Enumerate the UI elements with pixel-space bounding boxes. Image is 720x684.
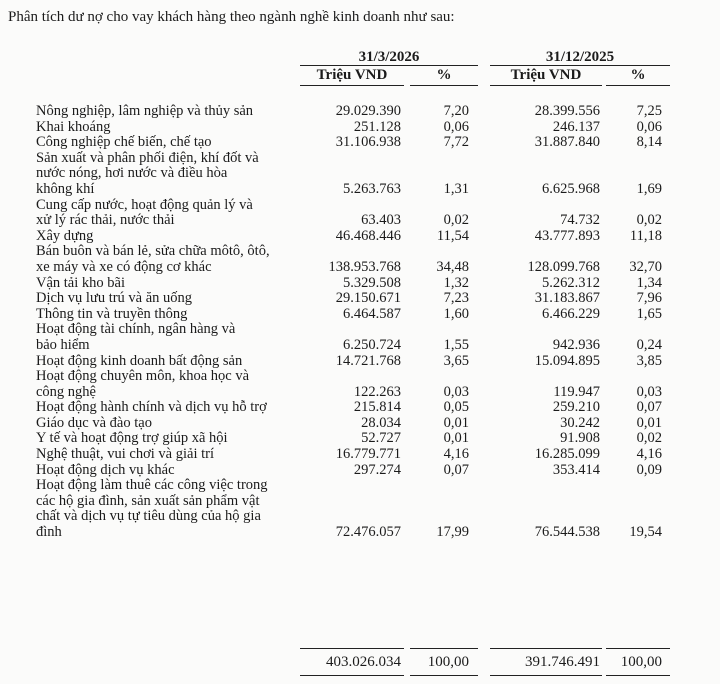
period-header-1: 31/3/2026	[358, 49, 420, 65]
table-row	[0, 447, 720, 463]
column-header-percent-1: %	[436, 67, 452, 83]
cell-amount-2: 91.908	[560, 430, 600, 447]
cell-percent-2: 8,14	[636, 134, 662, 151]
row-label	[36, 369, 286, 400]
cell-amount-1: 6.250.724	[343, 336, 401, 353]
row-label-line: Hoạt động dịch vụ khác	[36, 461, 175, 478]
cell-percent-1: 7,72	[443, 134, 469, 151]
table-row	[0, 198, 720, 229]
cell-amount-1: 14.721.768	[335, 352, 401, 369]
cell-amount-2: 76.544.538	[534, 524, 600, 541]
cell-percent-1: 1,60	[443, 305, 469, 322]
table-row	[0, 322, 720, 353]
row-label-line: Giáo dục và đào tạo	[36, 414, 152, 431]
cell-percent-1: 1,32	[443, 274, 469, 291]
cell-percent-1: 7,20	[443, 103, 469, 119]
row-label	[36, 104, 286, 120]
cell-amount-2: 942.936	[552, 336, 600, 353]
bottom-rule-4	[606, 675, 670, 676]
cell-percent-2: 1,34	[636, 274, 662, 291]
cell-amount-2: 31.183.867	[534, 290, 600, 307]
row-label-line: xe máy và xe có động cơ khác	[36, 258, 212, 275]
cell-amount-2: 6.625.968	[542, 180, 600, 197]
row-label	[36, 354, 286, 370]
cell-percent-1: 3,65	[443, 352, 469, 369]
row-label-line: Hoạt động tài chính, ngân hàng và	[36, 321, 236, 338]
table-row	[0, 400, 720, 416]
cell-percent-1: 0,01	[443, 414, 469, 431]
cell-percent-1: 1,55	[443, 336, 469, 353]
header-rule-3	[490, 85, 602, 86]
intro-text: Phân tích dư nợ cho vay khách hàng theo ngành nghề kinh doanh như sau:	[8, 9, 455, 25]
cell-amount-1: 138.953.768	[328, 258, 401, 275]
row-label-line: Y tế và hoạt động trợ giúp xã hội	[36, 430, 228, 447]
row-label	[36, 447, 286, 463]
total-amount-2: 391.746.491	[525, 654, 600, 670]
bottom-rule-1	[300, 675, 404, 676]
column-header-percent-2: %	[630, 67, 646, 83]
cell-percent-1: 11,54	[436, 227, 469, 244]
total-rule-4	[606, 648, 670, 649]
row-label-line: Công nghiệp chế biến, chế tạo	[36, 134, 212, 151]
cell-amount-1: 46.468.446	[335, 227, 401, 244]
cell-amount-2: 16.285.099	[534, 446, 600, 463]
table-row	[0, 416, 720, 432]
row-label-line: Hoạt động chuyên môn, khoa học và	[36, 368, 250, 385]
cell-amount-1: 72.476.057	[335, 524, 401, 541]
cell-amount-1: 31.106.938	[335, 134, 401, 151]
total-rule-1	[300, 648, 404, 649]
bottom-rule-3	[490, 675, 602, 676]
table-row	[0, 291, 720, 307]
table-row	[0, 151, 720, 198]
cell-amount-2: 259.210	[552, 399, 600, 416]
cell-amount-2: 353.414	[552, 461, 600, 478]
cell-percent-2: 3,85	[636, 352, 662, 369]
cell-amount-1: 29.150.671	[335, 290, 401, 307]
cell-percent-2: 0,09	[636, 461, 662, 478]
row-label	[36, 151, 286, 198]
row-label-line: Thông tin và truyền thông	[36, 305, 188, 322]
column-header-amount-1: Triệu VND	[316, 67, 388, 83]
cell-amount-1: 28.034	[361, 414, 401, 431]
cell-percent-2: 0,06	[636, 118, 662, 135]
cell-percent-1: 0,03	[443, 383, 469, 400]
row-label	[36, 322, 286, 353]
cell-percent-1: 34,48	[436, 258, 469, 275]
total-amount-1: 403.026.034	[326, 654, 401, 670]
cell-percent-2: 0,02	[636, 430, 662, 447]
row-label	[36, 400, 286, 416]
cell-amount-1: 16.779.771	[335, 446, 401, 463]
cell-percent-2: 7,96	[636, 290, 662, 307]
table-row	[0, 431, 720, 447]
cell-amount-1: 297.274	[353, 461, 401, 478]
row-label-line: Cung cấp nước, hoạt động quản lý và	[36, 196, 253, 213]
row-label-line: Hoạt động làm thuê các công việc trong	[36, 477, 268, 494]
row-label	[36, 244, 286, 275]
row-label-line: Hoạt động hành chính và dịch vụ hỗ trợ	[36, 399, 267, 416]
row-label	[36, 431, 286, 447]
table-row	[0, 276, 720, 292]
cell-percent-2: 0,01	[636, 414, 662, 431]
cell-amount-2: 30.242	[560, 414, 600, 431]
cell-amount-1: 251.128	[353, 118, 401, 135]
cell-percent-1: 7,23	[443, 290, 469, 307]
cell-amount-2: 43.777.893	[534, 227, 600, 244]
cell-amount-1: 29.029.390	[335, 103, 401, 119]
header-rule-2	[410, 85, 478, 86]
row-label-line: nước nóng, hơi nước và điều hòa	[36, 165, 228, 182]
cell-amount-1: 52.727	[361, 430, 401, 447]
cell-percent-2: 4,16	[636, 446, 662, 463]
row-label	[36, 416, 286, 432]
cell-amount-2: 31.887.840	[534, 134, 600, 151]
row-label-line: Xây dựng	[36, 227, 94, 244]
cell-percent-1: 0,02	[443, 212, 469, 229]
row-label-line: Vận tải kho bãi	[36, 274, 125, 291]
table-row	[0, 104, 720, 120]
table-row	[0, 229, 720, 245]
row-label	[36, 291, 286, 307]
row-label	[36, 307, 286, 323]
row-label-line: Nghệ thuật, vui chơi và giải trí	[36, 446, 215, 463]
cell-amount-2: 119.947	[553, 383, 600, 400]
cell-amount-2: 128.099.768	[527, 258, 600, 275]
row-label	[36, 229, 286, 245]
row-label	[36, 478, 286, 540]
row-label-line: Khai khoáng	[36, 118, 111, 135]
row-label	[36, 198, 286, 229]
cell-percent-2: 1,69	[636, 180, 662, 197]
row-label-line: bảo hiểm	[36, 336, 90, 353]
header-rule-1	[300, 85, 404, 86]
cell-percent-2: 0,03	[636, 383, 662, 400]
cell-amount-2: 28.399.556	[534, 103, 600, 119]
cell-percent-2: 11,18	[629, 227, 662, 244]
row-label-line: Dịch vụ lưu trú và ăn uống	[36, 290, 193, 307]
cell-percent-2: 0,02	[636, 212, 662, 229]
column-header-amount-2: Triệu VND	[510, 67, 582, 83]
header-rule-4	[606, 85, 670, 86]
cell-amount-2: 15.094.895	[534, 352, 600, 369]
row-label-line: đình	[36, 524, 62, 541]
cell-percent-1: 17,99	[436, 524, 469, 541]
table-row	[0, 120, 720, 136]
row-label	[36, 463, 286, 479]
row-label-line: xử lý rác thải, nước thải	[36, 212, 175, 229]
cell-percent-1: 0,06	[443, 118, 469, 135]
table-row	[0, 369, 720, 400]
row-label-line: Nông nghiệp, lâm nghiệp và thủy sản	[36, 103, 254, 119]
cell-percent-2: 32,70	[629, 258, 662, 275]
cell-percent-1: 4,16	[443, 446, 469, 463]
cell-percent-2: 19,54	[629, 524, 662, 541]
table-row	[0, 135, 720, 151]
row-label-line: Hoạt động kinh doanh bất động sản	[36, 352, 243, 369]
cell-percent-2: 1,65	[636, 305, 662, 322]
row-label-line: Sản xuất và phân phối điện, khí đốt và	[36, 149, 259, 166]
row-label	[36, 120, 286, 136]
cell-percent-1: 0,07	[443, 461, 469, 478]
cell-amount-1: 122.263	[353, 383, 401, 400]
cell-percent-2: 0,24	[636, 336, 662, 353]
cell-amount-2: 5.262.312	[542, 274, 600, 291]
table-row	[0, 307, 720, 323]
cell-percent-1: 1,31	[443, 180, 469, 197]
total-rule-2	[410, 648, 478, 649]
cell-amount-1: 5.329.508	[343, 274, 401, 291]
row-label	[36, 276, 286, 292]
row-label-line: công nghệ	[36, 383, 96, 400]
row-label-line: chất và dịch vụ tự tiêu dùng của hộ gia	[36, 508, 261, 525]
cell-amount-1: 6.464.587	[343, 305, 401, 322]
cell-percent-1: 0,05	[443, 399, 469, 416]
cell-percent-2: 0,07	[636, 399, 662, 416]
cell-amount-1: 63.403	[361, 212, 401, 229]
row-label-line: không khí	[36, 180, 95, 197]
bottom-rule-2	[410, 675, 478, 676]
cell-amount-2: 6.466.229	[542, 305, 600, 322]
cell-amount-1: 5.263.763	[343, 180, 401, 197]
cell-amount-2: 246.137	[552, 118, 600, 135]
table-row	[0, 244, 720, 275]
table-row	[0, 463, 720, 479]
cell-percent-2: 7,25	[636, 103, 662, 119]
total-rule-3	[490, 648, 602, 649]
cell-percent-1: 0,01	[443, 430, 469, 447]
row-label-line: các hộ gia đình, sản xuất sản phẩm vật	[36, 492, 260, 509]
table-row	[0, 354, 720, 370]
loan-table-body	[0, 104, 720, 541]
total-percent-2: 100,00	[620, 654, 662, 670]
row-label	[36, 135, 286, 151]
table-row	[0, 478, 720, 540]
total-percent-1: 100,00	[427, 654, 469, 670]
cell-amount-1: 215.814	[353, 399, 401, 416]
period-header-2: 31/12/2025	[545, 49, 615, 65]
cell-amount-2: 74.732	[560, 212, 600, 229]
row-label-line: Bán buôn và bán lẻ, sửa chữa môtô, ôtô,	[36, 243, 270, 260]
